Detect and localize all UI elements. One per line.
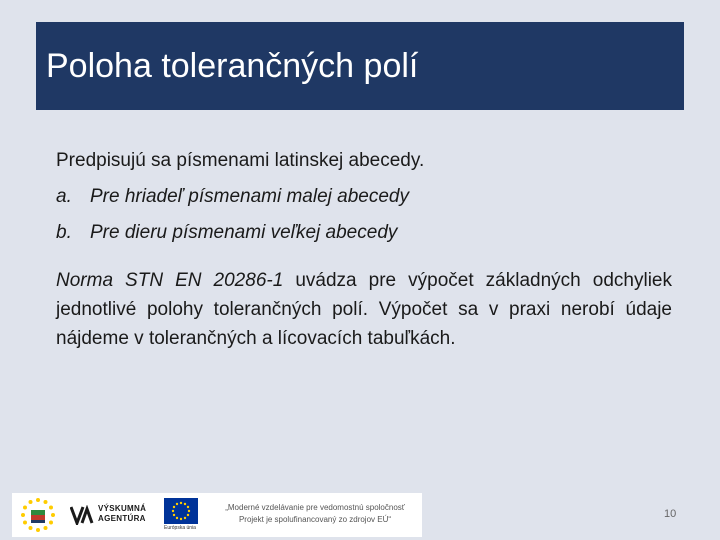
agency-name — [98, 504, 146, 524]
list-marker: b. — [56, 222, 72, 243]
agency-mark-icon — [70, 505, 94, 525]
list-marker: a. — [56, 186, 72, 207]
norm-paragraph-text: uvádza pre výpočet základných odchyliek jednotlivé polohy tolerančných polí. Výpočet sa v praxi nerobí údaje nájdeme v tolerančných a lícovacích tabuľkách. — [56, 270, 672, 349]
eu-funds-logo — [18, 495, 58, 535]
norm-reference: Norma STN EN 20286-1 — [56, 270, 284, 291]
agency-name-line1: VÝSKUMNÁ — [98, 504, 147, 513]
norm-paragraph — [56, 266, 672, 353]
project-statement-line1: „Moderné vzdelávanie pre vedomostnú spoločnosť — [225, 503, 405, 512]
eu-flag-icon — [164, 498, 198, 524]
lettered-list — [56, 184, 672, 246]
list-item-text: Pre dieru písmenami veľkej abecedy — [90, 222, 398, 243]
intro-text: Predpisujú sa písmenami latinskej abecedy. — [56, 150, 425, 171]
list-item-text: Pre hriadeľ písmenami malej abecedy — [90, 186, 410, 207]
slide-title: Poloha tolerančných polí — [46, 47, 419, 85]
list-item — [56, 220, 672, 246]
footer-logos — [12, 493, 422, 537]
project-statement — [212, 502, 418, 526]
project-statement-line2: Projekt je spolufinancovaný zo zdrojov EÚ“ — [238, 515, 392, 524]
eu-caption: Európska únia — [164, 525, 196, 531]
title-bar — [36, 22, 684, 110]
list-item — [56, 184, 672, 210]
agency-name-line2: AGENTÚRA — [98, 514, 146, 523]
slide-body — [56, 148, 672, 353]
page-number: 10 — [664, 508, 677, 520]
research-agency-logo — [70, 503, 160, 527]
